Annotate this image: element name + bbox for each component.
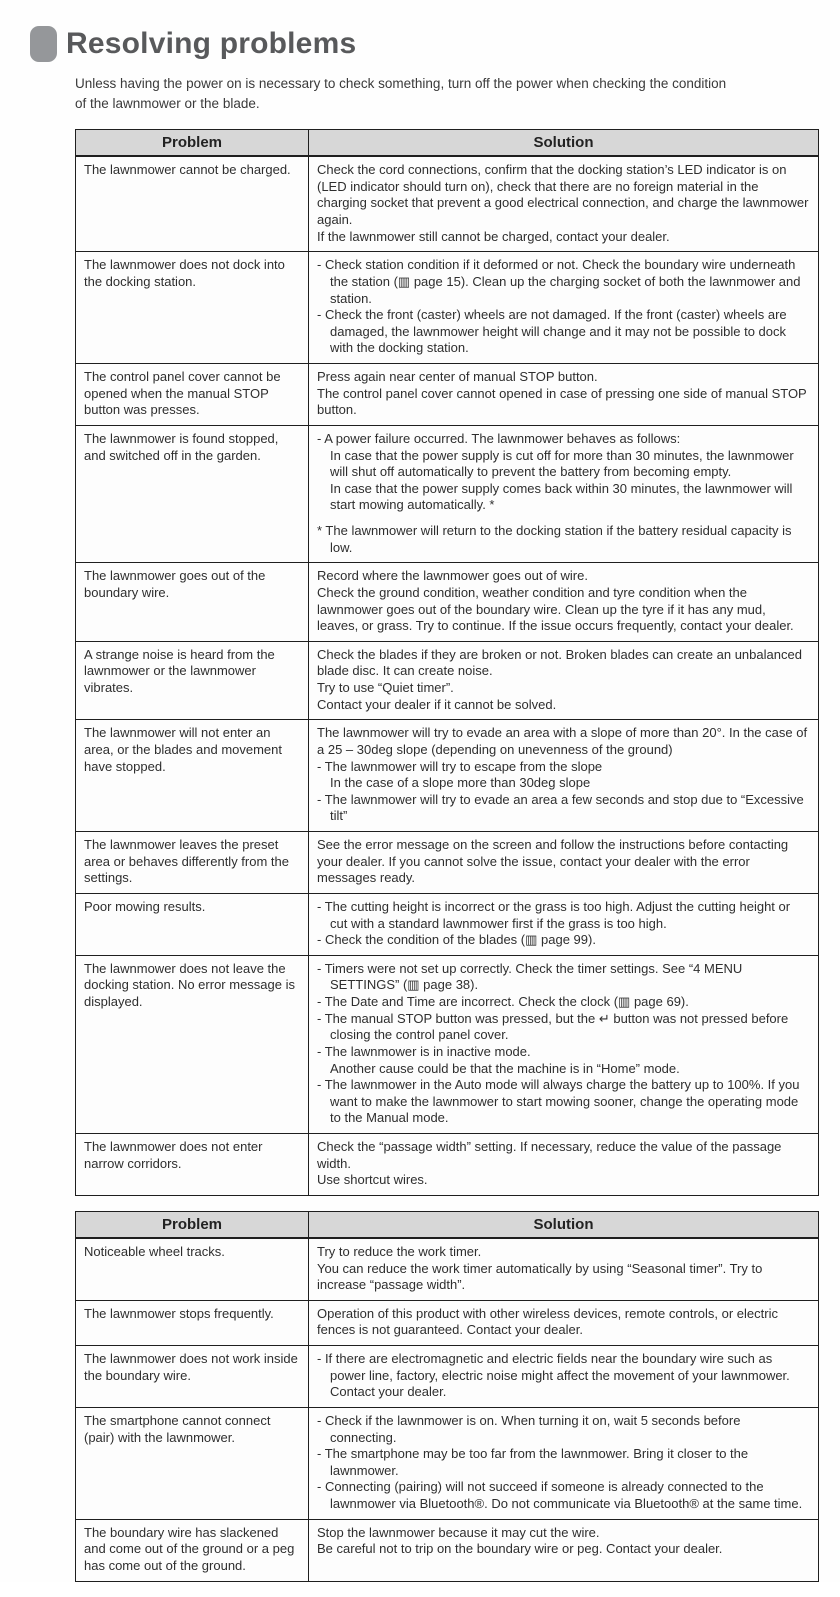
table-row — [76, 893, 819, 955]
solution-header: Solution — [309, 1211, 819, 1238]
solution-line: Check the “passage width” setting. If necessary, reduce the value of the passage width. — [317, 1139, 782, 1171]
problem-cell: The lawnmower does not leave the docking station. No error message is displayed. — [76, 955, 309, 1133]
problem-cell: The lawnmower is found stopped, and switched off in the garden. — [76, 425, 309, 562]
solution-line: Another cause could be that the machine is in “Home” mode. — [330, 1060, 680, 1076]
problem-cell: The lawnmower does not dock into the docking station. — [76, 252, 309, 364]
solution-line — [317, 514, 810, 523]
solution-cell — [309, 893, 819, 955]
solution-line: - Check if the lawnmower is on. When turning it on, wait 5 seconds before connecting. — [317, 1412, 741, 1445]
table-row — [76, 563, 819, 642]
solution-line: - The lawnmower in the Auto mode will always charge the battery up to 100%. If you want to make the lawnmower to start mowing sooner, change the operating mode to the Manual mode. — [317, 1077, 800, 1126]
problem-cell: The lawnmower does not enter narrow corridors. — [76, 1134, 309, 1196]
section-heading — [0, 0, 840, 62]
solution-line: - The cutting height is incorrect or the grass is too high. Adjust the cutting height or cut with a standard lawnmower first if the grass is too high. — [317, 898, 791, 931]
problem-cell: The lawnmower goes out of the boundary wire. — [76, 563, 309, 642]
table-row — [76, 156, 819, 252]
problem-cell: The lawnmower cannot be charged. — [76, 156, 309, 252]
solution-line: Record where the lawnmower goes out of wire. — [317, 568, 588, 584]
troubleshooting-table-1 — [75, 129, 819, 1196]
problem-cell: The lawnmower leaves the preset area or behaves differently from the settings. — [76, 832, 309, 894]
solution-line: - The lawnmower is in inactive mode. — [317, 1043, 531, 1059]
troubleshooting-tables — [75, 129, 840, 1581]
solution-cell — [309, 832, 819, 894]
solution-header: Solution — [309, 130, 819, 157]
solution-cell — [309, 156, 819, 252]
solution-line: - The smartphone may be too far from the lawnmower. Bring it closer to the lawnmower. — [317, 1446, 749, 1478]
solution-line: You can reduce the work timer automatically by using “Seasonal timer”. Try to increase “passage width”. — [317, 1260, 763, 1293]
solution-line: - A power failure occurred. The lawnmower behaves as follows: — [317, 430, 681, 446]
solution-line: The lawnmower will try to evade an area with a slope of more than 20°. In the case of a 25 – 30deg slope (depending on unevenness of the ground) — [317, 725, 808, 757]
solution-line: - The manual STOP button was pressed, but the ↵ button was not pressed before closing the control panel cover. — [317, 1010, 789, 1043]
problem-cell: The smartphone cannot connect (pair) with the lawnmower. — [76, 1407, 309, 1519]
header-row — [76, 130, 819, 157]
solution-cell — [309, 252, 819, 364]
table-row — [76, 641, 819, 720]
solution-line: Try to reduce the work timer. — [317, 1243, 482, 1259]
solution-line: - Check station condition if it deformed or not. Check the boundary wire underneath the station (▥ page 15). Clean up the charging socket of both the lawnmower and station. — [317, 257, 801, 306]
solution-line: In case that the power supply comes back within 30 minutes, the lawnmower will start mowing automatically. * — [330, 480, 793, 513]
problem-header: Problem — [76, 130, 309, 157]
solution-line: - The lawnmower will try to escape from the slope — [317, 758, 603, 774]
problem-cell: The control panel cover cannot be opened when the manual STOP button was presses. — [76, 364, 309, 426]
solution-cell — [309, 563, 819, 642]
table-row — [76, 1134, 819, 1196]
solution-line: Try to use “Quiet timer”. — [317, 680, 454, 695]
problem-header: Problem — [76, 1211, 309, 1238]
table-row — [76, 720, 819, 832]
solution-line: Check the blades if they are broken or not. Broken blades can create an unbalanced blade disc. It can create noise. — [317, 646, 802, 679]
solution-line: - Check the front (caster) wheels are not damaged. If the front (caster) wheels are damaged, the lawnmower height will change and it may not be possible to dock with the docking station. — [317, 307, 787, 356]
problem-cell: The boundary wire has slackened and come out of the ground or a peg has come out of the ground. — [76, 1519, 309, 1581]
solution-cell — [309, 1238, 819, 1300]
table-row — [76, 364, 819, 426]
solution-line: Check the cord connections, confirm that the docking station’s LED indicator is on (LED indicator should turn on), check that there are no foreign material in the charging socket that prevent a good electrical connection, and charge the lawnmower again. — [317, 162, 809, 227]
header-row — [76, 1211, 819, 1238]
solution-line: - The Date and Time are incorrect. Check the clock (▥ page 69). — [317, 994, 689, 1009]
troubleshooting-table-2 — [75, 1211, 819, 1582]
solution-line: - Check the condition of the blades (▥ page 99). — [317, 932, 596, 948]
table-row — [76, 425, 819, 562]
solution-line: - Timers were not set up correctly. Check the timer settings. See “4 MENU SETTINGS” (▥ page 38). — [317, 960, 743, 993]
solution-line: If the lawnmower still cannot be charged, contact your dealer. — [317, 228, 670, 244]
solution-line: Check the ground condition, weather condition and tyre condition when the lawnmower goes out of the boundary wire. Clean up the tyre if it has any mud, leaves, or grass. Try to continue. If the issue occurs frequently, contact your dealer. — [317, 584, 794, 634]
intro-text: Unless having the power on is necessary to check something, turn off the power when checking the condition of the lawnmower or the blade. — [75, 76, 727, 111]
solution-line: - If there are electromagnetic and electric fields near the boundary wire such as power line, factory, electric noise might affect the movement of your lawnmower. Contact your dealer. — [317, 1351, 790, 1400]
table-row — [76, 1238, 819, 1300]
solution-cell — [309, 955, 819, 1133]
problem-cell: The lawnmower does not work inside the boundary wire. — [76, 1346, 309, 1408]
solution-cell — [309, 1519, 819, 1581]
solution-line: - Connecting (pairing) will not succeed if someone is already connected to the lawnmower via Bluetooth®. Do not communicate via Bluetooth® at the same time. — [317, 1479, 803, 1511]
solution-line: Contact your dealer if it cannot be solved. — [317, 696, 557, 712]
solution-line: Press again near center of manual STOP button. — [317, 369, 598, 384]
problem-cell: A strange noise is heard from the lawnmower or the lawnmower vibrates. — [76, 641, 309, 720]
solution-cell — [309, 720, 819, 832]
solution-cell — [309, 641, 819, 720]
section-bullet-icon — [30, 26, 57, 62]
table-row — [76, 1519, 819, 1581]
solution-cell — [309, 1407, 819, 1519]
problem-cell: Poor mowing results. — [76, 893, 309, 955]
solution-line: - The lawnmower will try to evade an area a few seconds and stop due to “Excessive tilt” — [317, 791, 804, 824]
solution-line: Use shortcut wires. — [317, 1172, 428, 1188]
solution-line: In the case of a slope more than 30deg slope — [330, 775, 591, 791]
problem-cell: Noticeable wheel tracks. — [76, 1238, 309, 1300]
page-title: Resolving problems — [66, 27, 357, 60]
table-row — [76, 955, 819, 1133]
solution-line: Be careful not to trip on the boundary wire or peg. Contact your dealer. — [317, 1541, 723, 1557]
table-row — [76, 1407, 819, 1519]
table-row — [76, 1346, 819, 1408]
solution-line: The control panel cover cannot opened in case of pressing one side of manual STOP button. — [317, 385, 807, 418]
solution-cell — [309, 364, 819, 426]
table-row — [76, 832, 819, 894]
solution-cell — [309, 1346, 819, 1408]
solution-line: Stop the lawnmower because it may cut the wire. — [317, 1524, 600, 1540]
solution-line: * The lawnmower will return to the docking station if the battery residual capacity is low. — [317, 523, 792, 555]
table-row — [76, 252, 819, 364]
solution-line: In case that the power supply is cut off for more than 30 minutes, the lawnmower will shut off automatically to prevent the battery from becoming empty. — [330, 447, 794, 480]
problem-cell: The lawnmower will not enter an area, or the blades and movement have stopped. — [76, 720, 309, 832]
solution-cell — [309, 1134, 819, 1196]
solution-line: See the error message on the screen and follow the instructions before contacting your dealer. If you cannot solve the issue, contact your dealer with the error messages ready. — [317, 837, 789, 886]
solution-cell — [309, 1300, 819, 1345]
solution-cell — [309, 425, 819, 562]
table-row — [76, 1300, 819, 1345]
solution-line: Operation of this product with other wireless devices, remote controls, or electric fences is not guaranteed. Contact your dealer. — [317, 1305, 778, 1338]
problem-cell: The lawnmower stops frequently. — [76, 1300, 309, 1345]
